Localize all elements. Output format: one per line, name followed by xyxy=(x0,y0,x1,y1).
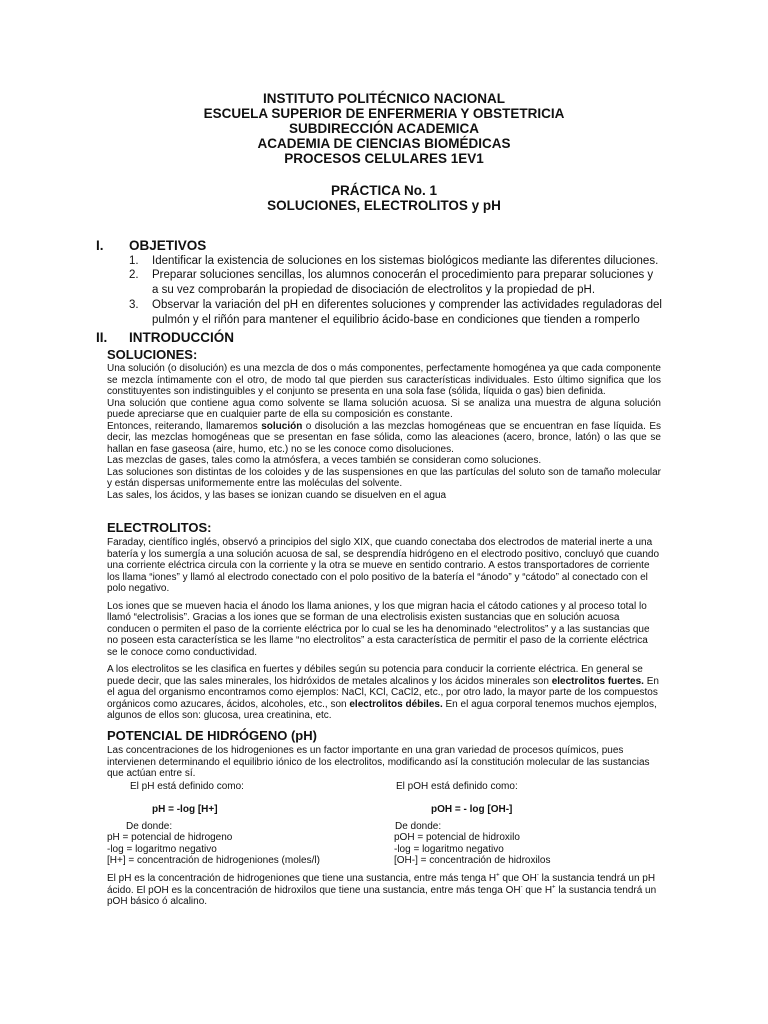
soluciones-paragraph-5: Las soluciones son distintas de los coloides y de las suspensiones en que las partículas del soluto son de tamaño molecular y están dispersas uniformemente entre las moléculas del solvente. xyxy=(107,466,661,489)
ph-intro-paragraph: Las concentraciones de los hidrogeniones es un factor importante en una gran variedad de procesos químicos, pues intervienen determinando el equilibrio iónico de los electrolitos, modificando así la constitución molecular de las sustancias que actúan entre sí. xyxy=(107,745,650,779)
ph-definition-line: [H+] = concentración de hidrogeniones (moles/l) xyxy=(107,855,320,866)
section-1-title: OBJETIVOS xyxy=(129,238,207,253)
ph-heading: POTENCIAL DE HIDRÓGENO (pH) xyxy=(107,728,317,743)
header-line-4: ACADEMIA DE CIENCIAS BIOMÉDICAS xyxy=(257,136,511,151)
soluciones-paragraph-1: Una solución (o disolución) es una mezcla de dos o más componentes, perfectamente homogénea ya que cada componente se mezcla íntimamente con el otro, de modo tal que pierden sus características individuales. Esto último significa que los constituyentes son indistinguibles y el conjunto se presenta en una sola fase (sólida, líquida o gas) bien definida. xyxy=(107,363,661,397)
soluciones-paragraph-2: Una solución que contiene agua como solvente se llama solución acuosa. Si se analiza una muestra de alguna solución puede apreciarse que en cualquier parte de ella su composición es constante. xyxy=(107,397,661,420)
electrolitos-paragraph-3: A los electrolitos se les clasifica en fuertes y débiles según su potencia para conducir la corriente eléctrica. En general se puede decir, que las sales minerales, los hidróxidos de metales alcalinos y los ácidos minerales son electrolitos fuertes. En el agua del organismo encontramos como ejemplos: NaCl, KCl, CaCl2, etc., por otro lado, la mayor parte de los compuestos orgánicos como azucares, ácidos, alcoholes, etc., son electrolitos débiles. En el agua corporal tenemos muchos ejemplos, algunos de ellos son: glucosa, urea creatinina, etc. xyxy=(107,664,659,721)
ph-definition-line: pH = potencial de hidrogeno xyxy=(107,832,233,843)
ph-definition-intro: El pH está definido como: xyxy=(130,781,244,792)
header-line-1: INSTITUTO POLITÉCNICO NACIONAL xyxy=(263,91,505,106)
ph-definition-line: -log = logaritmo negativo xyxy=(107,843,217,855)
objective-2-text: Preparar soluciones sencillas, los alumnos conocerán el procedimiento para preparar soluciones y a su vez comprobarán la propiedad de disociación de electrolitos y la propiedad de pH. xyxy=(152,269,654,296)
section-1-number: I. xyxy=(96,238,104,253)
practice-title: SOLUCIONES, ELECTROLITOS y pH xyxy=(267,198,501,213)
ph-definitions-list xyxy=(107,832,320,867)
ph-formula: pH = -log [H+] xyxy=(152,804,218,815)
poh-definition-line: [OH-] = concentración de hidroxilos xyxy=(394,855,551,866)
objective-1-number: 1. xyxy=(129,255,139,267)
header-line-3: SUBDIRECCIÓN ACADEMICA xyxy=(288,121,479,136)
practice-title-block xyxy=(0,183,768,213)
section-2-title: INTRODUCCIÓN xyxy=(129,330,234,345)
electrolitos-heading: ELECTROLITOS: xyxy=(107,520,212,535)
poh-definition-line: pOH = potencial de hidroxilo xyxy=(394,832,520,843)
institution-header xyxy=(0,91,768,166)
electrolitos-body xyxy=(107,537,661,722)
electrolitos-paragraph-1: Faraday, científico inglés, observó a principios del siglo XIX, que cuando conectaba dos electrodos de material inerte a una batería y los sumergía a una solución acuosa de sal, se desprendía hidrógeno en el electrodo positivo, concluyó que cuando una corriente eléctrica circula con la corriente y la otra se mueve en sentido contrario. A estos transportadores de corriente los llama “iones” y llamó al electrodo conectado con el polo positivo de la batería el “ánodo” y “cátodo” al conectado con el polo negativo. xyxy=(107,537,660,594)
soluciones-paragraph-4: Las mezclas de gases, tales como la atmósfera, a veces también se consideran como soluciones. xyxy=(107,455,542,466)
soluciones-paragraph-3: Entonces, reiterando, llamaremos solución o disolución a las mezclas homogéneas que se encuentran en fase líquida. Es decir, las mezclas homogéneas que se presentan en fase sólida, como las aleaciones (acero, bronce, latón) o las que se hallan en fase gaseosa (aire, humo, etc.) no se les conoce como disoluciones. xyxy=(107,420,661,455)
ph-final-paragraph: El pH es la concentración de hidrogeniones que tiene una sustancia, entre más tenga H+ que OH- la sustancia tendrá un pH ácido. El pOH es la concentración de hidroxilos que tiene una sustancia, entre más tenga OH- que H+ la sustancia tendrá un pOH básico ó alcalino. xyxy=(107,872,657,907)
poh-formula: pOH = - log [OH-] xyxy=(431,804,513,815)
objective-1-text: Identificar la existencia de soluciones en los sistemas biológicos mediante las diferentes diluciones. xyxy=(152,255,659,267)
poh-definitions-list xyxy=(394,832,550,867)
objective-3-number: 3. xyxy=(129,299,139,311)
poh-donde: De donde: xyxy=(395,821,442,832)
objective-2-number: 2. xyxy=(129,269,139,281)
ph-donde: De donde: xyxy=(126,821,173,832)
electrolitos-paragraph-2: Los iones que se mueven hacia el ánodo los llama aniones, y los que migran hacia el cátodo cationes y al proceso total lo llamó “electrolisis”. Gracias a los iones que se forman de una electrolisis existen sustancias que en solución acuosa conducen o permiten el paso de la corriente eléctrica por lo cual se les ha denominado “electrolitos” y a las sustancias que no poseen esta característica se les llame “no electrolitos” a esta característica de permitir el paso de la corriente eléctrica se le conoce como conductividad. xyxy=(107,600,650,658)
objective-3-text: Observar la variación del pH en diferentes soluciones y comprender las actividades reguladoras del pulmón y el riñón para mantener el equilibrio ácido-base en condiciones que tienden a romperlo xyxy=(152,299,662,326)
soluciones-paragraph-6: Las sales, los ácidos, y las bases se ionizan cuando se disuelven en el agua xyxy=(107,489,447,501)
soluciones-body xyxy=(107,363,661,501)
header-line-2: ESCUELA SUPERIOR DE ENFERMERIA Y OBSTETRICIA xyxy=(203,106,565,121)
poh-definition-intro: El pOH está definido como: xyxy=(396,781,518,792)
section-2-number: II. xyxy=(96,330,108,345)
poh-definition-line: -log = logaritmo negativo xyxy=(394,843,504,855)
header-line-5: PROCESOS CELULARES 1EV1 xyxy=(284,151,484,166)
practice-number: PRÁCTICA No. 1 xyxy=(330,183,437,198)
soluciones-heading: SOLUCIONES: xyxy=(107,347,198,362)
